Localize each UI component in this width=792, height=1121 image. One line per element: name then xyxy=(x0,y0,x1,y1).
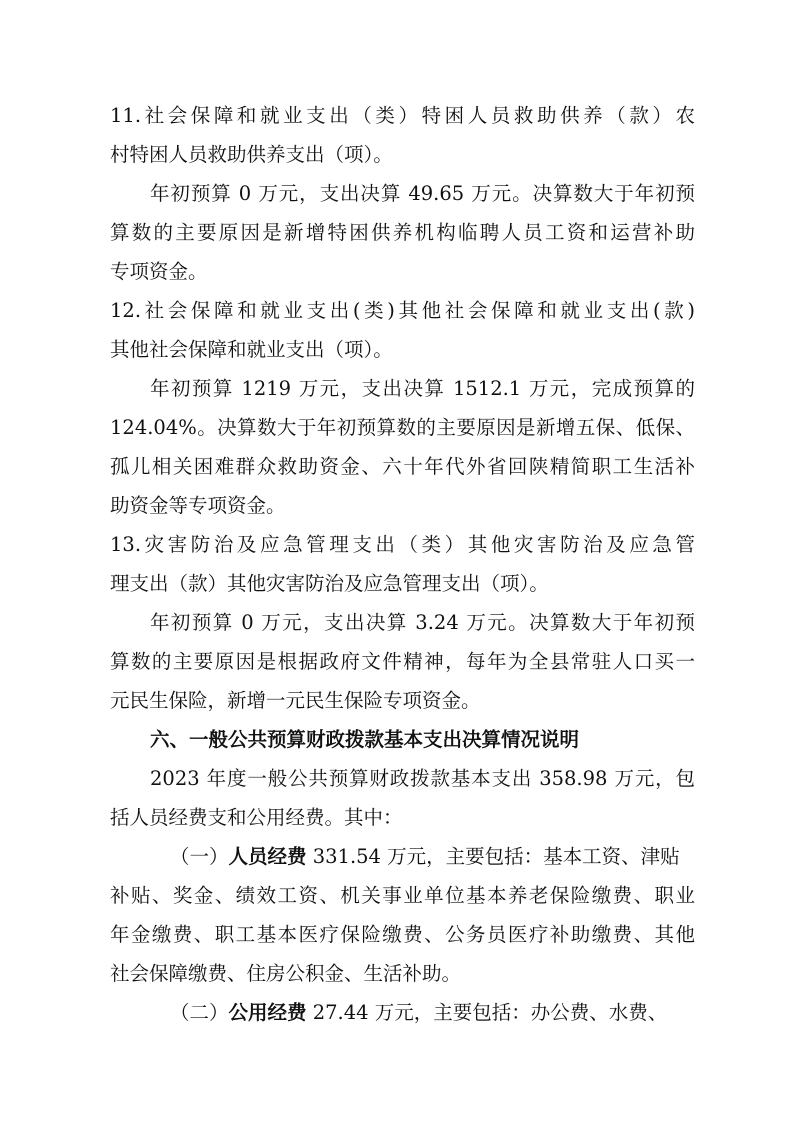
personnel-line-3: 年金缴费、职工基本医疗保险缴费、公务员医疗补助缴费、其他 xyxy=(110,923,695,946)
para-13-detail-line-2: 算数的主要原因是根据政府文件精神，每年为全县常驻人口买一 xyxy=(110,650,695,673)
personnel-line-4: 社会保障缴费、住房公积金、生活补助。 xyxy=(110,962,462,985)
section-heading: 六、一般公共预算财政拨款基本支出决算情况说明 xyxy=(150,728,580,751)
para-13-detail-line-3: 元民生保险，新增一元民生保险专项资金。 xyxy=(110,689,481,712)
para-11-line-1: 11.社会保障和就业支出（类）特困人员救助供养（款）农 xyxy=(110,104,695,127)
personnel-line-2: 补贴、奖金、绩效工资、机关事业单位基本养老保险缴费、职业 xyxy=(110,884,695,907)
para-11-line-2: 村特困人员救助供养支出（项）。 xyxy=(110,143,393,166)
para-12-detail-line-1: 年初预算 1219 万元，支出决算 1512.1 万元，完成预算的 xyxy=(150,377,695,400)
personnel-amount: 331.54 万元，主要包括：基本工资、津贴 xyxy=(306,845,680,868)
para-12-detail-line-3: 孤儿相关困难群众救助资金、六十年代外省回陕精简职工生活补 xyxy=(110,455,695,478)
personnel-prefix: （一） xyxy=(170,845,229,868)
para-11-detail-line-1: 年初预算 0 万元，支出决算 49.65 万元。决算数大于年初预 xyxy=(150,182,695,205)
para-11-detail-line-3: 专项资金。 xyxy=(110,260,208,283)
para-12-line-2: 其他社会保障和就业支出（项）。 xyxy=(110,338,393,361)
para-12-line-1: 12.社会保障和就业支出(类)其他社会保障和就业支出(款) xyxy=(110,299,695,322)
para-13-detail-line-1: 年初预算 0 万元，支出决算 3.24 万元。决算数大于年初预 xyxy=(150,611,695,634)
para-13-line-2: 理支出（款）其他灾害防治及应急管理支出（项）。 xyxy=(110,572,549,595)
public-expense-line-1 xyxy=(170,998,695,1028)
public-expense-label: 公用经费 xyxy=(228,1001,307,1024)
summary-line-2: 括人员经费支和公用经费。其中： xyxy=(110,806,403,829)
para-12-detail-line-4: 助资金等专项资金。 xyxy=(110,494,286,517)
public-expense-amount: 27.44 万元，主要包括：办公费、水费、 xyxy=(306,1001,668,1024)
para-12-detail-line-2: 124.04%。决算数大于年初预算数的主要原因是新增五保、低保、 xyxy=(110,416,695,439)
summary-line-1: 2023 年度一般公共预算财政拨款基本支出 358.98 万元，包 xyxy=(150,767,695,790)
personnel-label: 人员经费 xyxy=(228,845,307,868)
para-11-detail-line-2: 算数的主要原因是新增特困供养机构临聘人员工资和运营补助 xyxy=(110,221,695,244)
public-expense-prefix: （二） xyxy=(170,1001,229,1024)
para-13-line-1: 13.灾害防治及应急管理支出（类）其他灾害防治及应急管 xyxy=(110,533,695,556)
personnel-line-1 xyxy=(170,842,695,872)
